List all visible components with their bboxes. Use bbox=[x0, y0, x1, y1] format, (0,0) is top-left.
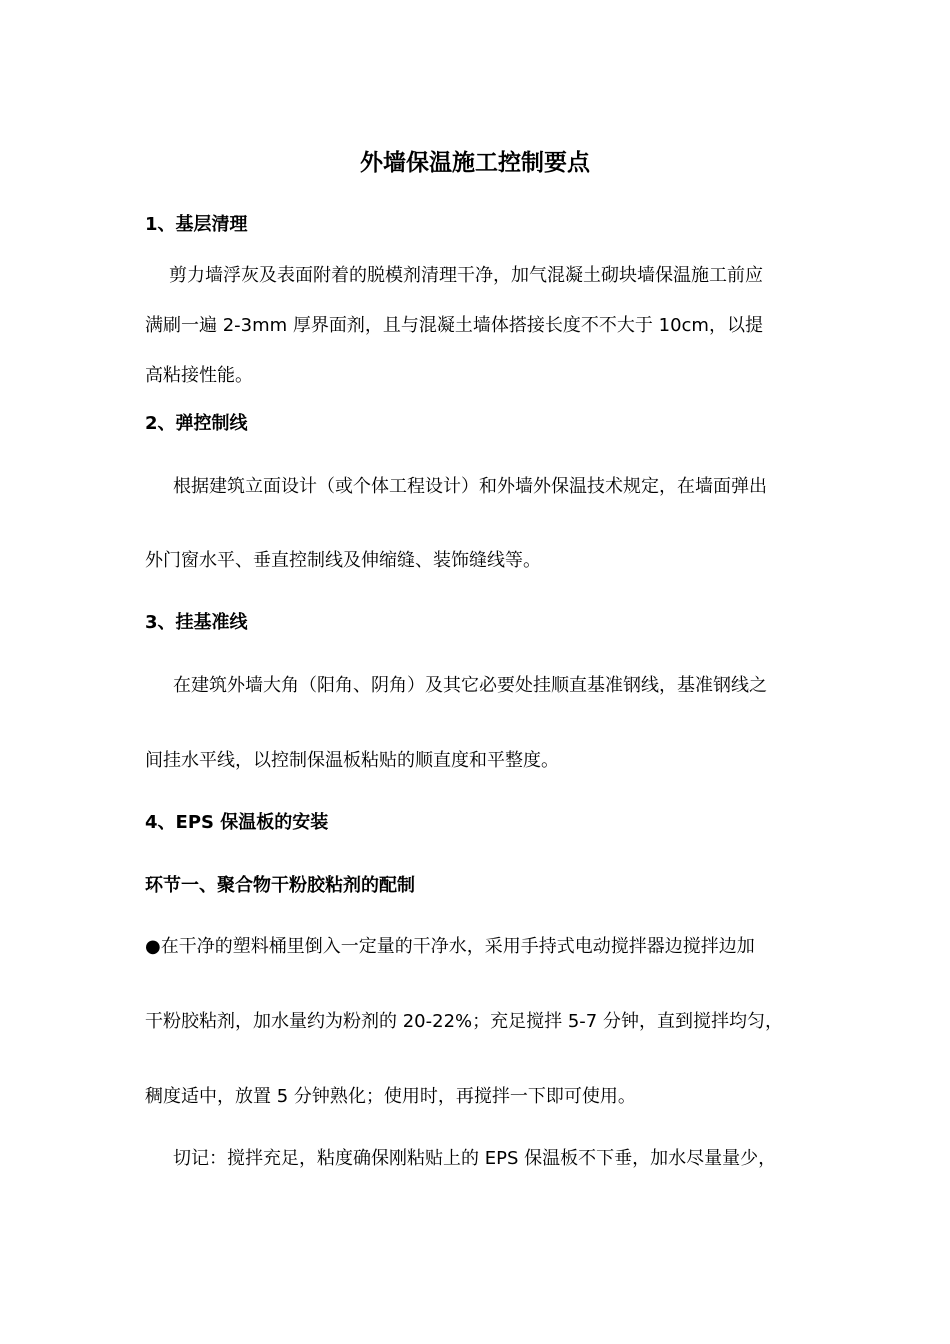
section-4-subheading: 环节一、聚合物干粉胶粘剂的配制 bbox=[145, 875, 415, 896]
section-4-line-4: 切记：搅拌充足，粘度确保刚粘贴上的 EPS 保温板不下垂，加水尽量量少， bbox=[173, 1148, 777, 1169]
section-1-line-1: 剪力墙浮灰及表面附着的脱模剂清理干净，加气混凝土砌块墙保温施工前应 bbox=[169, 265, 763, 286]
section-1-line-3: 高粘接性能。 bbox=[145, 365, 253, 386]
section-1-line-2: 满刷一遍 2-3mm 厚界面剂，且与混凝土墙体搭接长度不不大于 10cm，以提 bbox=[145, 315, 763, 336]
section-4-line-1: ●在干净的塑料桶里倒入一定量的干净水，采用手持式电动搅拌器边搅拌边加 bbox=[145, 936, 755, 957]
section-heading-4: 4、EPS 保温板的安装 bbox=[145, 812, 329, 833]
section-3-line-2: 间挂水平线，以控制保温板粘贴的顺直度和平整度。 bbox=[145, 750, 559, 771]
document-title: 外墙保温施工控制要点 bbox=[360, 150, 590, 176]
section-4-line-3: 稠度适中，放置 5 分钟熟化；使用时，再搅拌一下即可使用。 bbox=[145, 1086, 636, 1107]
section-4-line-2: 干粉胶粘剂，加水量约为粉剂的 20-22%；充足搅拌 5-7 分钟，直到搅拌均匀， bbox=[145, 1011, 783, 1032]
section-heading-1: 1、基层清理 bbox=[145, 214, 248, 235]
section-heading-2: 2、弹控制线 bbox=[145, 413, 248, 434]
section-2-line-1: 根据建筑立面设计（或个体工程设计）和外墙外保温技术规定，在墙面弹出 bbox=[173, 476, 767, 497]
section-3-line-1: 在建筑外墙大角（阳角、阴角）及其它必要处挂顺直基准钢线，基准钢线之 bbox=[173, 675, 767, 696]
section-heading-3: 3、挂基准线 bbox=[145, 612, 248, 633]
section-2-line-2: 外门窗水平、垂直控制线及伸缩缝、装饰缝线等。 bbox=[145, 550, 541, 571]
